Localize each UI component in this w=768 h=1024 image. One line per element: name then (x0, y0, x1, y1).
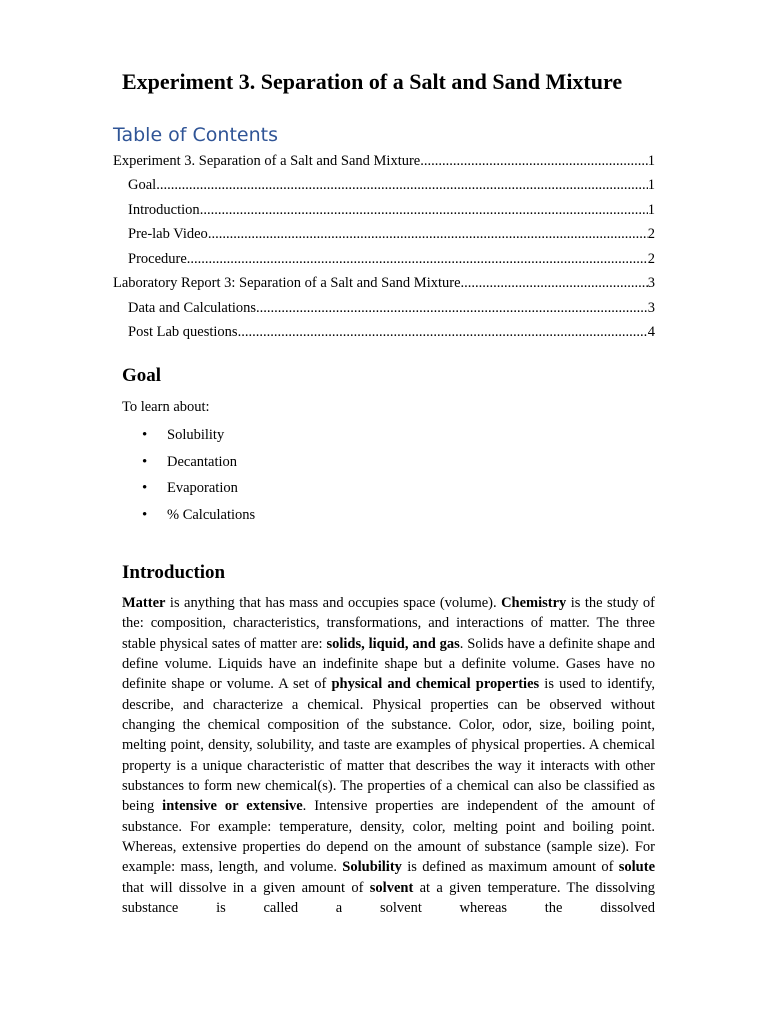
toc-entry-label: Post Lab questions (128, 323, 238, 340)
bold-term: Matter (122, 595, 166, 611)
bullet-icon: • (142, 507, 148, 524)
table-of-contents (113, 149, 655, 344)
goal-lead: To learn about: (122, 399, 210, 415)
bold-term: intensive or extensive (162, 798, 303, 815)
bold-term: physical and chemical properties (331, 676, 540, 693)
toc-leader-dots (238, 320, 648, 344)
goal-bullet-text: Decantation (167, 453, 238, 470)
toc-entry[interactable] (113, 320, 655, 344)
toc-entry[interactable] (113, 222, 655, 246)
toc-entry[interactable] (113, 198, 655, 222)
bullet-icon: • (142, 427, 148, 443)
text-run: . Solids have a definite shape and define volume. Liquids have an indefinite shape but a definite volume. Gases have no definite shape or volume. A set of (122, 635, 655, 693)
toc-leader-dots (461, 271, 648, 295)
goal-bullet-text: % Calculations (167, 507, 256, 524)
toc-entry[interactable] (113, 173, 655, 197)
toc-heading: Table of Contents (113, 124, 278, 146)
toc-entry-label: Introduction (128, 201, 200, 218)
bold-term: solute (618, 859, 655, 876)
toc-entry[interactable] (113, 247, 655, 271)
toc-page-number: 2 (647, 250, 655, 267)
text-run: is anything that has mass and occupies space (volume). (165, 595, 502, 611)
text-run: is used to identify, describe, and characterize a chemical. Physical properties can be observed without changing the chemical composition of the substance. Color, odor, size, boiling point, melting point, density, solubility, and taste are examples of physical properties. A chemical property is a unique characteristic of matter that describes the way it interacts with other substances to form new chemical(s). The properties of a chemical can also be classified as being (122, 676, 655, 815)
introduction-heading: Introduction (122, 562, 226, 583)
toc-entry-label: Pre-lab Video (128, 226, 208, 243)
toc-page-number: 1 (647, 201, 655, 218)
bold-term: solvent (369, 879, 414, 896)
bullet-icon: • (142, 480, 148, 497)
toc-page-number: 1 (647, 153, 655, 169)
toc-page-number: 1 (647, 177, 655, 194)
toc-entry-label: Procedure (128, 250, 187, 267)
toc-entry[interactable] (113, 149, 655, 173)
bold-term: solids, liquid, and gas (326, 635, 460, 652)
text-run: is defined as maximum amount of (401, 859, 619, 876)
goal-bullet-text: Evaporation (167, 480, 238, 497)
bold-term: Solubility (342, 859, 402, 876)
goal-bullet-item (122, 422, 255, 449)
toc-page-number: 3 (647, 299, 655, 316)
text-run: . Intensive properties are independent of the amount of substance. For example: temperature, density, color, melting point and boiling point. Whereas, extensive properties do depend on the amount of substance (sample size). For example: mass, length, and volume. (122, 798, 656, 876)
bold-term: Chemistry (501, 595, 567, 611)
bullet-icon: • (142, 453, 148, 470)
toc-leader-dots (256, 296, 648, 320)
text-run: at a given temperature. The dissolving substance is called a solvent whereas the dissolved (122, 879, 655, 917)
document-title: Experiment 3. Separation of a Salt and Sand Mixture (122, 69, 623, 94)
goal-bullet-item (122, 502, 255, 529)
toc-leader-dots (200, 198, 648, 222)
toc-entry[interactable] (113, 296, 655, 320)
toc-page-number: 3 (647, 275, 655, 292)
goal-heading: Goal (122, 365, 162, 386)
toc-entry-label: Goal (128, 177, 157, 194)
toc-entry[interactable] (113, 271, 655, 295)
toc-leader-dots (208, 222, 648, 246)
goal-bullet-text: Solubility (167, 427, 225, 443)
toc-leader-dots (156, 173, 648, 197)
toc-page-number: 4 (647, 323, 655, 340)
goal-bullet-item (122, 475, 255, 502)
toc-entry-label: Laboratory Report 3: Separation of a Salt and Sand Mixture (113, 275, 461, 292)
text-run: that will dissolve in a given amount of (122, 879, 370, 896)
goal-bullet-list (122, 422, 255, 529)
toc-leader-dots (420, 149, 648, 173)
toc-entry-label: Data and Calculations (128, 299, 257, 316)
text-run: is the study of the: composition, characteristics, transformations, and interactions of matter. The three stable physical sates of matter are: (122, 595, 655, 652)
toc-page-number: 2 (647, 226, 655, 243)
goal-bullet-item (122, 449, 255, 476)
toc-leader-dots (187, 247, 648, 271)
introduction-paragraph (122, 593, 655, 919)
toc-entry-label: Experiment 3. Separation of a Salt and Sand Mixture (113, 153, 421, 169)
